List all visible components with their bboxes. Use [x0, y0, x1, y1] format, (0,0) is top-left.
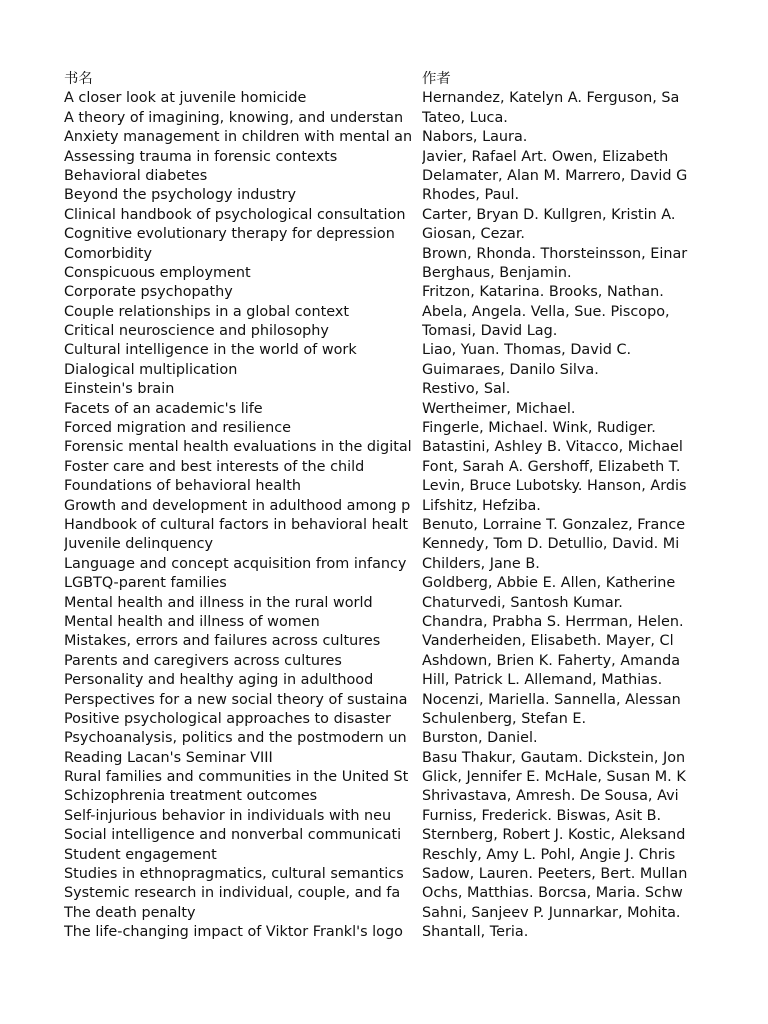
book-title-cell: Juvenile delinquency: [64, 536, 214, 553]
book-author-cell: Hernandez, Katelyn A. Ferguson, Sa: [422, 90, 680, 107]
book-title-cell: Student engagement: [64, 846, 217, 863]
book-title-cell: Systemic research in individual, couple, and fa: [64, 885, 401, 902]
book-author-cell: Nocenzi, Mariella. Sannella, Alessan: [422, 691, 681, 708]
book-author-cell: Schulenberg, Stefan E.: [422, 710, 587, 727]
book-author-cell: Liao, Yuan. Thomas, David C.: [422, 342, 632, 359]
book-author-cell: Basu Thakur, Gautam. Dickstein, Jon: [422, 749, 686, 766]
book-title-cell: Forced migration and resilience: [64, 420, 292, 437]
book-title-cell: Rural families and communities in the United St: [64, 769, 409, 786]
table-row: [64, 846, 695, 865]
table-row: [64, 419, 695, 438]
book-title-cell: LGBTQ-parent families: [64, 575, 227, 592]
book-author-cell: Tateo, Luca.: [422, 109, 508, 126]
book-author-cell: Ochs, Matthias. Borcsa, Maria. Schw: [422, 885, 683, 902]
table-row: [64, 303, 695, 322]
book-author-cell: Restivo, Sal.: [422, 381, 511, 398]
book-title-cell: Perspectives for a new social theory of sustaina: [64, 691, 408, 708]
table-row: [64, 904, 695, 923]
table-row: [64, 865, 695, 884]
table-row: [64, 555, 695, 574]
book-author-cell: Goldberg, Abbie E. Allen, Katherine: [422, 575, 676, 592]
table-row: [64, 535, 695, 554]
book-author-cell: Chandra, Prabha S. Herrman, Helen.: [422, 613, 684, 630]
book-title-cell: Einstein's brain: [64, 381, 175, 398]
table-row: [64, 826, 695, 845]
book-title-cell: Reading Lacan's Seminar VIII: [64, 749, 273, 766]
table-row: [64, 186, 695, 205]
book-title-cell: Parents and caregivers across cultures: [64, 652, 342, 669]
book-title-cell: Behavioral diabetes: [64, 167, 208, 184]
book-author-cell: Benuto, Lorraine T. Gonzalez, France: [422, 516, 686, 533]
table-row: [64, 128, 695, 147]
book-title-cell: Critical neuroscience and philosophy: [64, 323, 329, 340]
book-author-cell: Kennedy, Tom D. Detullio, David. Mi: [422, 536, 680, 553]
book-author-cell: Shrivastava, Amresh. De Sousa, Avi: [422, 788, 679, 805]
table-row: [64, 884, 695, 903]
book-title-cell: Foster care and best interests of the child: [64, 458, 365, 475]
table-row: [64, 613, 695, 632]
book-title-cell: Couple relationships in a global context: [64, 303, 349, 320]
book-author-cell: Berghaus, Benjamin.: [422, 264, 572, 281]
table-row: [64, 787, 695, 806]
table-row: [64, 458, 695, 477]
table-row: [64, 361, 695, 380]
header-row: [64, 70, 695, 89]
table-row: [64, 225, 695, 244]
book-author-cell: Levin, Bruce Lubotsky. Hanson, Ardis: [422, 478, 687, 495]
book-author-cell: Rhodes, Paul.: [422, 187, 520, 204]
table-row: [64, 574, 695, 593]
book-author-cell: Lifshitz, Hefziba.: [422, 497, 541, 514]
table-row: [64, 749, 695, 768]
book-title-cell: Conspicuous employment: [64, 264, 251, 281]
book-title-cell: Handbook of cultural factors in behavioral healt: [64, 516, 409, 533]
table-row: [64, 768, 695, 787]
book-author-cell: Fingerle, Michael. Wink, Rudiger.: [422, 420, 656, 437]
book-title-cell: Mental health and illness of women: [64, 613, 320, 630]
table-row: [64, 89, 695, 108]
book-title-cell: Studies in ethnopragmatics, cultural semantics: [64, 866, 404, 883]
book-title-cell: Mistakes, errors and failures across cultures: [64, 633, 381, 650]
book-title-cell: Mental health and illness in the rural world: [64, 594, 373, 611]
table-row: [64, 400, 695, 419]
table-row: [64, 807, 695, 826]
table-row: [64, 594, 695, 613]
book-author-cell: Sadow, Lauren. Peeters, Bert. Mullan: [422, 866, 688, 883]
book-author-cell: Glick, Jennifer E. McHale, Susan M. K: [422, 769, 686, 786]
book-author-cell: Ashdown, Brien K. Faherty, Amanda: [422, 652, 681, 669]
book-author-cell: Guimaraes, Danilo Silva.: [422, 361, 599, 378]
book-title-cell: Comorbidity: [64, 245, 153, 262]
book-author-cell: Hill, Patrick L. Allemand, Mathias.: [422, 672, 663, 689]
book-author-cell: Giosan, Cezar.: [422, 226, 525, 243]
book-rows: [64, 89, 695, 942]
book-title-cell: Positive psychological approaches to disaster: [64, 710, 391, 727]
table-row: [64, 671, 695, 690]
book-author-cell: Burston, Daniel.: [422, 730, 538, 747]
table-row: [64, 477, 695, 496]
book-title-cell: Social intelligence and nonverbal communicati: [64, 827, 402, 844]
book-author-cell: Nabors, Laura.: [422, 129, 528, 146]
book-author-cell: Shantall, Teria.: [422, 924, 529, 941]
book-title-cell: Language and concept acquisition from infancy: [64, 555, 407, 572]
table-row: [64, 632, 695, 651]
book-author-cell: Abela, Angela. Vella, Sue. Piscopo,: [422, 303, 670, 320]
book-author-cell: Fritzon, Katarina. Brooks, Nathan.: [422, 284, 664, 301]
table-row: [64, 283, 695, 302]
book-author-cell: Javier, Rafael Art. Owen, Elizabeth: [422, 148, 669, 165]
table-row: [64, 923, 695, 942]
book-title-cell: Facets of an academic's life: [64, 400, 263, 417]
table-row: [64, 710, 695, 729]
book-title-cell: Clinical handbook of psychological consultation: [64, 206, 406, 223]
book-title-cell: The life-changing impact of Viktor Frankl's logo: [64, 924, 403, 941]
table-row: [64, 380, 695, 399]
book-author-cell: Sternberg, Robert J. Kostic, Aleksand: [422, 827, 686, 844]
table-row: [64, 516, 695, 535]
book-title-cell: The death penalty: [64, 904, 196, 921]
book-author-cell: Sahni, Sanjeev P. Junnarkar, Mohita.: [422, 904, 681, 921]
book-title-cell: Self-injurious behavior in individuals with neu: [64, 807, 392, 824]
table-row: [64, 438, 695, 457]
table-row: [64, 167, 695, 186]
table-row: [64, 264, 695, 283]
book-title-cell: A theory of imagining, knowing, and understan: [64, 109, 404, 126]
table-row: [64, 729, 695, 748]
table-row: [64, 691, 695, 710]
book-author-cell: Vanderheiden, Elisabeth. Mayer, Cl: [422, 633, 674, 650]
book-author-cell: Font, Sarah A. Gershoff, Elizabeth T.: [422, 458, 681, 475]
book-author-cell: Furniss, Frederick. Biswas, Asit B.: [422, 807, 662, 824]
book-author-cell: Tomasi, David Lag.: [422, 323, 558, 340]
book-title-cell: Schizophrenia treatment outcomes: [64, 788, 318, 805]
book-title-cell: Cognitive evolutionary therapy for depression: [64, 226, 395, 243]
book-title-cell: Growth and development in adulthood among p: [64, 497, 411, 514]
book-title-cell: Forensic mental health evaluations in the digital: [64, 439, 412, 456]
book-list-sheet: [64, 70, 695, 943]
table-row: [64, 322, 695, 341]
book-author-cell: Delamater, Alan M. Marrero, David G: [422, 167, 688, 184]
table-row: [64, 148, 695, 167]
book-title-cell: Corporate psychopathy: [64, 284, 233, 301]
title-column-header: 书名: [64, 71, 93, 87]
table-row: [64, 652, 695, 671]
table-row: [64, 245, 695, 264]
book-author-cell: Reschly, Amy L. Pohl, Angie J. Chris: [422, 846, 676, 863]
book-title-cell: Assessing trauma in forensic contexts: [64, 148, 338, 165]
table-row: [64, 341, 695, 360]
table-row: [64, 206, 695, 225]
table-row: [64, 109, 695, 128]
book-title-cell: Beyond the psychology industry: [64, 187, 297, 204]
book-title-cell: Dialogical multiplication: [64, 361, 238, 378]
book-title-cell: A closer look at juvenile homicide: [64, 90, 307, 107]
book-author-cell: Batastini, Ashley B. Vitacco, Michael: [422, 439, 683, 456]
book-title-cell: Psychoanalysis, politics and the postmodern un: [64, 730, 407, 747]
table-row: [64, 497, 695, 516]
book-title-cell: Anxiety management in children with mental an: [64, 129, 413, 146]
author-column-header: 作者: [422, 71, 451, 87]
book-title-cell: Foundations of behavioral health: [64, 478, 301, 495]
book-author-cell: Wertheimer, Michael.: [422, 400, 576, 417]
book-author-cell: Childers, Jane B.: [422, 555, 540, 572]
book-title-cell: Cultural intelligence in the world of work: [64, 342, 357, 359]
book-title-cell: Personality and healthy aging in adulthood: [64, 672, 374, 689]
book-author-cell: Brown, Rhonda. Thorsteinsson, Einar: [422, 245, 688, 262]
book-author-cell: Carter, Bryan D. Kullgren, Kristin A.: [422, 206, 676, 223]
book-author-cell: Chaturvedi, Santosh Kumar.: [422, 594, 623, 611]
